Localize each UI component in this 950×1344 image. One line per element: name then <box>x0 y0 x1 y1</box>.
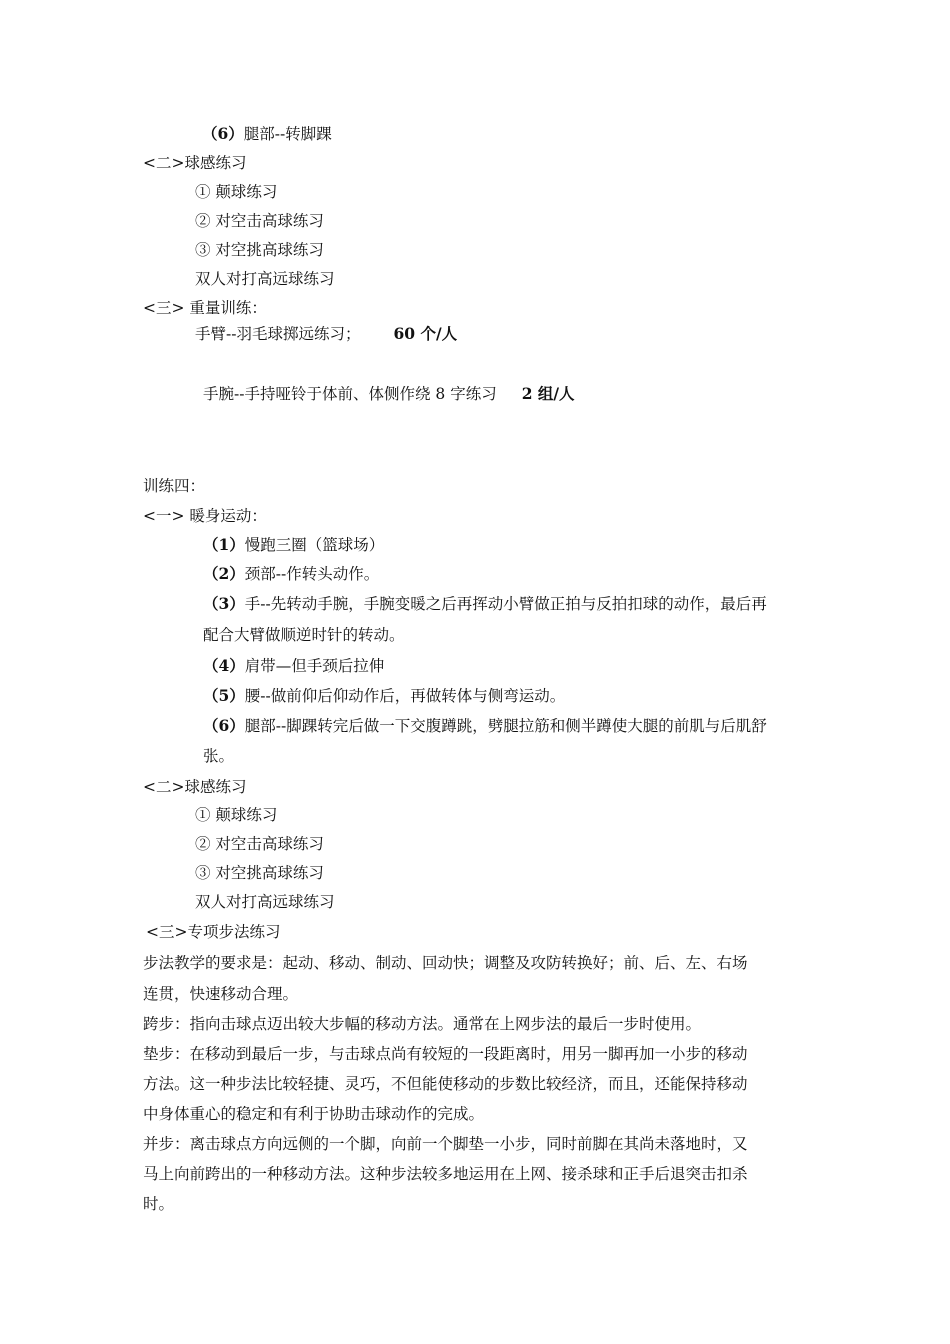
paragraph-line: 步法教学的要求是：起动、移动、制动、回动快；调整及攻防转换好；前、后、左、右场 <box>143 954 748 972</box>
item-text: 慢跑三圈（篮球场） <box>244 536 385 554</box>
paragraph-line: 垫步：在移动到最后一步，与击球点尚有较短的一段距离时，用另一脚再加一小步的移动 <box>143 1045 748 1063</box>
item-number: （4） <box>203 656 245 675</box>
part2-ball-item: 双人对打高远球练习 <box>195 893 335 911</box>
item-number: （1） <box>203 535 245 554</box>
paragraph-line: 跨步：指向击球点迈出较大步幅的移动方法。通常在上网步法的最后一步时使用。 <box>143 1015 702 1033</box>
item-text: 颈部--作转头动作。 <box>244 565 380 583</box>
item-number: （5） <box>203 686 245 705</box>
item-number: （6） <box>202 124 244 143</box>
item-text: 肩带—但手颈后拉伸 <box>244 657 385 675</box>
item-text: 手--先转动手腕，手腕变暖之后再挥动小臂做正拍与反拍扣球的动作，最后再 <box>244 595 767 613</box>
part2-ball-item: ② 对空击高球练习 <box>195 835 324 853</box>
weight-item-wrist <box>203 383 575 405</box>
training-four-title: 训练四： <box>143 477 206 495</box>
part2-ball-heading: <二>球感练习 <box>143 778 247 796</box>
warmup-item-3-cont: 配合大臂做顺逆时针的转动。 <box>203 626 405 644</box>
paragraph-line: 中身体重心的稳定和有利于协助击球动作的完成。 <box>143 1105 485 1123</box>
part1-ball-heading: <二>球感练习 <box>143 154 247 172</box>
item-text: 腰--做前仰后仰动作后，再做转体与侧弯运动。 <box>244 687 566 705</box>
weight-item-count: 2 组/人 <box>521 384 575 403</box>
warmup-item-6 <box>203 715 767 737</box>
paragraph-line: 时。 <box>143 1195 175 1213</box>
warmup-item-2 <box>203 563 379 585</box>
weight-item-arm <box>195 323 457 345</box>
warmup-heading: <一> 暖身运动： <box>143 507 267 525</box>
paragraph-line: 马上向前跨出的一种移动方法。这种步法较多地运用在上网、接杀球和正手后退突击扣杀 <box>143 1165 748 1183</box>
item-text: 腿部--转脚踝 <box>243 125 332 143</box>
footwork-heading: <三>专项步法练习 <box>146 923 281 941</box>
warmup-item-5 <box>203 685 565 707</box>
weight-item-count: 60 个/人 <box>393 324 458 343</box>
paragraph-line: 并步：离击球点方向远侧的一个脚，向前一个脚垫一小步，同时前脚在其尚未落地时，又 <box>143 1135 748 1153</box>
part1-ball-item: ② 对空击高球练习 <box>195 212 324 230</box>
warmup-item-6-cont: 张。 <box>203 747 235 765</box>
warmup-item-1 <box>203 534 384 556</box>
part1-ball-item: 双人对打高远球练习 <box>195 270 335 288</box>
weight-item-text: 手腕--手持哑铃于体前、体侧作绕 8 字练习 <box>203 385 497 403</box>
paragraph-line: 方法。这一种步法比较轻捷、灵巧，不但能使移动的步数比较经济，而且，还能保持移动 <box>143 1075 748 1093</box>
warmup-item-4 <box>203 655 384 677</box>
item-text: 腿部--脚踝转完后做一下交腹蹲跳，劈腿拉筋和侧半蹲使大腿的前肌与后肌舒 <box>244 717 767 735</box>
weight-item-text: 手臂--羽毛球掷远练习； <box>195 325 361 343</box>
item-number: （2） <box>203 564 245 583</box>
part2-ball-item: ① 颠球练习 <box>195 806 278 824</box>
warmup-item-3 <box>203 593 767 615</box>
part1-ball-item: ③ 对空挑高球练习 <box>195 241 324 259</box>
part1-item-6 <box>202 123 332 145</box>
part2-ball-item: ③ 对空挑高球练习 <box>195 864 324 882</box>
weight-training-heading: <三> 重量训练： <box>143 299 267 317</box>
item-number: （6） <box>203 716 245 735</box>
part1-ball-item: ① 颠球练习 <box>195 183 278 201</box>
item-number: （3） <box>203 594 245 613</box>
paragraph-line: 连贯，快速移动合理。 <box>143 985 299 1003</box>
